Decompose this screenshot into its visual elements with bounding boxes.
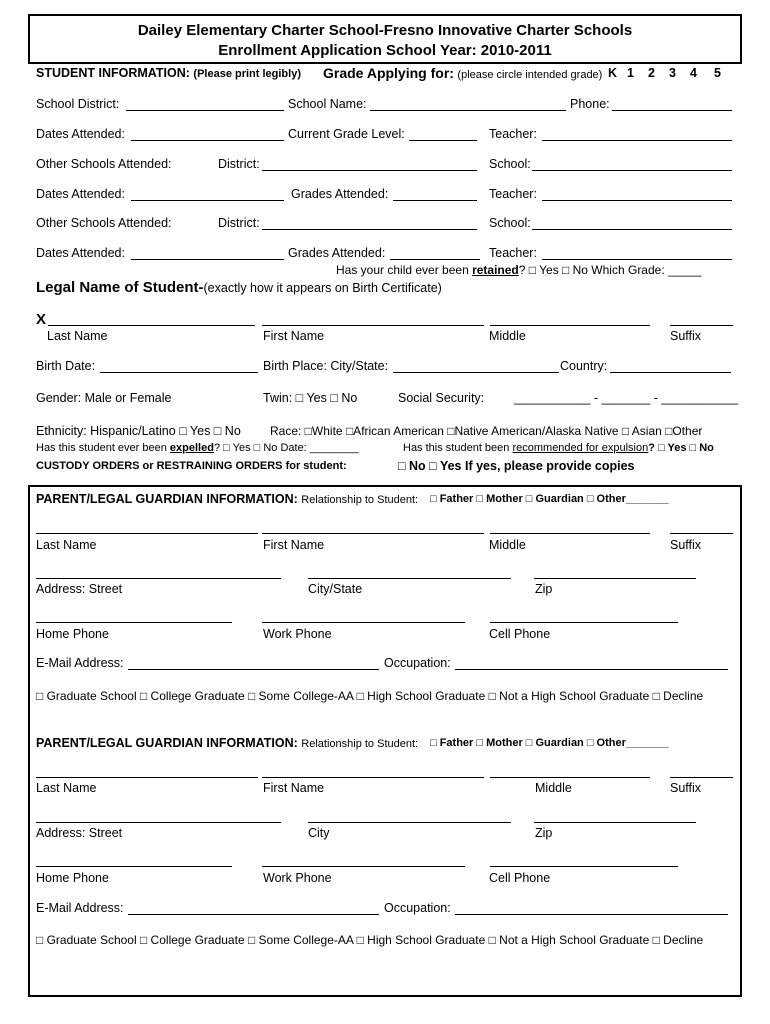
suffix-caption: Suffix bbox=[670, 329, 702, 343]
other-schools-label-2: Other Schools Attended: bbox=[36, 216, 172, 230]
phone-field[interactable] bbox=[612, 110, 732, 111]
phone-label: Phone: bbox=[570, 97, 610, 111]
parent1-home-phone-caption: Home Phone bbox=[36, 627, 109, 641]
parent1-work-phone-caption: Work Phone bbox=[263, 627, 332, 641]
grades-attended-label: Grades Attended: bbox=[291, 187, 389, 201]
birth-date-label: Birth Date: bbox=[36, 359, 96, 373]
country-field[interactable] bbox=[610, 372, 731, 373]
form-subtitle: Enrollment Application School Year: 2010-2011 bbox=[218, 42, 552, 59]
grades-attended-field-2[interactable] bbox=[390, 259, 480, 260]
birth-place-field[interactable] bbox=[393, 372, 559, 373]
grade-option-2[interactable]: 2 bbox=[648, 66, 655, 80]
parent2-cell-phone-caption: Cell Phone bbox=[489, 871, 551, 885]
parent1-city-caption: City/State bbox=[308, 582, 363, 596]
dates-attended-label-3: Dates Attended: bbox=[36, 246, 125, 260]
grade-option-3[interactable]: 3 bbox=[669, 66, 676, 80]
parent1-work-phone-field[interactable] bbox=[262, 622, 465, 623]
grade-applying: Grade Applying for: (please circle intended grade) bbox=[323, 65, 603, 81]
parent1-city-field[interactable] bbox=[308, 578, 511, 579]
teacher-label: Teacher: bbox=[489, 127, 537, 141]
custody-orders-options[interactable]: □ No □ Yes If yes, please provide copies bbox=[398, 459, 635, 473]
grade-option-5[interactable]: 5 bbox=[714, 66, 721, 80]
parent1-email-label: E-Mail Address: bbox=[36, 656, 124, 670]
student-middle-field[interactable] bbox=[490, 325, 650, 326]
parent1-zip-field[interactable] bbox=[534, 578, 696, 579]
parent2-first-name-caption: First Name bbox=[263, 781, 325, 795]
parent2-street-caption: Address: Street bbox=[36, 826, 123, 840]
dates-attended-label: Dates Attended: bbox=[36, 127, 125, 141]
parent2-zip-caption: Zip bbox=[535, 826, 553, 840]
dates-attended-label-2: Dates Attended: bbox=[36, 187, 125, 201]
parent1-middle-field[interactable] bbox=[490, 533, 650, 534]
district-field[interactable] bbox=[262, 170, 477, 171]
parent1-email-field[interactable] bbox=[128, 669, 379, 670]
parent2-cell-phone-field[interactable] bbox=[490, 866, 678, 867]
district-label-2: District: bbox=[218, 216, 260, 230]
school-label-2: School: bbox=[489, 216, 531, 230]
middle-caption: Middle bbox=[489, 329, 526, 343]
current-grade-field[interactable] bbox=[409, 140, 477, 141]
school-label: School: bbox=[489, 157, 531, 171]
parent1-suffix-field[interactable] bbox=[670, 533, 733, 534]
student-suffix-field[interactable] bbox=[670, 325, 733, 326]
parent2-home-phone-field[interactable] bbox=[36, 866, 232, 867]
teacher-label-2: Teacher: bbox=[489, 187, 537, 201]
parent1-education-options[interactable]: □ Graduate School □ College Graduate □ Some College-AA □ High School Graduate □ Not a High School Graduate □ Decline bbox=[36, 689, 704, 703]
retained-question: Has your child ever been retained? □ Yes □ No Which Grade: _____ bbox=[336, 263, 702, 277]
parent1-relationship-options[interactable]: □ Father □ Mother □ Guardian □ Other_______ bbox=[430, 493, 669, 505]
race-question[interactable]: Race: □White □African American □Native American/Alaska Native □ Asian □Other bbox=[270, 424, 703, 438]
legal-name-heading: Legal Name of Student-(exactly how it appears on Birth Certificate) bbox=[36, 279, 442, 296]
parent1-home-phone-field[interactable] bbox=[36, 622, 232, 623]
parent2-middle-caption: Middle bbox=[535, 781, 572, 795]
school-name-field[interactable] bbox=[370, 110, 566, 111]
country-label: Country: bbox=[560, 359, 608, 373]
school-field[interactable] bbox=[532, 170, 732, 171]
birth-date-field[interactable] bbox=[100, 372, 258, 373]
expelled-question[interactable]: Has this student ever been expelled? □ Yes □ No Date: ________ bbox=[36, 442, 359, 454]
parent2-home-phone-caption: Home Phone bbox=[36, 871, 109, 885]
parent1-cell-phone-caption: Cell Phone bbox=[489, 627, 551, 641]
first-name-caption: First Name bbox=[263, 329, 325, 343]
parent2-email-field[interactable] bbox=[128, 914, 379, 915]
signature-x-mark: X bbox=[36, 311, 47, 328]
parent1-heading: PARENT/LEGAL GUARDIAN INFORMATION: Relationship to Student: bbox=[36, 492, 419, 506]
parent1-last-name-caption: Last Name bbox=[36, 538, 97, 552]
parent1-street-field[interactable] bbox=[36, 578, 281, 579]
parent1-last-name-field[interactable] bbox=[36, 533, 258, 534]
form-title: Dailey Elementary Charter School-Fresno Innovative Charter Schools bbox=[137, 22, 633, 39]
district-label: District: bbox=[218, 157, 260, 171]
student-info-heading: STUDENT INFORMATION: (Please print legibly) bbox=[36, 66, 301, 80]
parent2-city-field[interactable] bbox=[308, 822, 511, 823]
custody-orders-label: CUSTODY ORDERS or RESTRAINING ORDERS for student: bbox=[36, 460, 347, 472]
parent1-zip-caption: Zip bbox=[535, 582, 553, 596]
parent2-suffix-field[interactable] bbox=[670, 777, 733, 778]
grades-attended-field[interactable] bbox=[393, 200, 477, 201]
teacher-field[interactable] bbox=[542, 140, 732, 141]
teacher-label-3: Teacher: bbox=[489, 246, 537, 260]
teacher-field-3[interactable] bbox=[542, 259, 732, 260]
parent2-last-name-caption: Last Name bbox=[36, 781, 97, 795]
parent1-first-name-field[interactable] bbox=[262, 533, 484, 534]
expulsion-recommended-question[interactable]: Has this student been recommended for expulsion? □ Yes □ No bbox=[403, 442, 714, 454]
student-last-name-field[interactable] bbox=[48, 325, 255, 326]
grade-option-4[interactable]: 4 bbox=[690, 66, 697, 80]
twin-label[interactable]: Twin: □ Yes □ No bbox=[263, 391, 358, 405]
other-schools-label: Other Schools Attended: bbox=[36, 157, 172, 171]
parent1-occupation-field[interactable] bbox=[455, 669, 728, 670]
parent2-zip-field[interactable] bbox=[534, 822, 696, 823]
parent2-relationship-options[interactable]: □ Father □ Mother □ Guardian □ Other_______ bbox=[430, 737, 669, 749]
current-grade-label: Current Grade Level: bbox=[288, 127, 405, 141]
parent2-occupation-label: Occupation: bbox=[384, 901, 451, 915]
parent1-occupation-label: Occupation: bbox=[384, 656, 451, 670]
birth-place-label: Birth Place: City/State: bbox=[263, 359, 389, 373]
parent1-suffix-caption: Suffix bbox=[670, 538, 702, 552]
school-district-field[interactable] bbox=[126, 110, 284, 111]
social-security-label: Social Security: bbox=[398, 391, 485, 405]
parent1-first-name-caption: First Name bbox=[263, 538, 325, 552]
school-district-label: School District: bbox=[36, 97, 120, 111]
parent2-last-name-field[interactable] bbox=[36, 777, 258, 778]
gender-label[interactable]: Gender: Male or Female bbox=[36, 391, 172, 405]
parent2-middle-field[interactable] bbox=[490, 777, 650, 778]
dates-attended-field-2[interactable] bbox=[131, 200, 284, 201]
grade-option-k[interactable]: K bbox=[608, 66, 618, 80]
district-field-2[interactable] bbox=[262, 229, 477, 230]
school-name-label: School Name: bbox=[288, 97, 367, 111]
parent2-occupation-field[interactable] bbox=[455, 914, 728, 915]
grades-attended-label-2: Grades Attended: bbox=[288, 246, 386, 260]
parent2-first-name-field[interactable] bbox=[262, 777, 484, 778]
parent1-middle-caption: Middle bbox=[489, 538, 526, 552]
grade-option-1[interactable]: 1 bbox=[627, 66, 634, 80]
student-first-name-field[interactable] bbox=[262, 325, 484, 326]
parent2-street-field[interactable] bbox=[36, 822, 281, 823]
parent2-email-label: E-Mail Address: bbox=[36, 901, 124, 915]
last-name-caption: Last Name bbox=[47, 329, 108, 343]
parent2-education-options[interactable]: □ Graduate School □ College Graduate □ Some College-AA □ High School Graduate □ Not a High School Graduate □ Decline bbox=[36, 933, 704, 947]
parent1-cell-phone-field[interactable] bbox=[490, 622, 678, 623]
dates-attended-field[interactable] bbox=[131, 140, 284, 141]
teacher-field-2[interactable] bbox=[542, 200, 732, 201]
social-security-field[interactable]: ___________ - _______ - ___________ bbox=[514, 391, 738, 405]
parent2-work-phone-field[interactable] bbox=[262, 866, 465, 867]
parent2-heading: PARENT/LEGAL GUARDIAN INFORMATION: Relationship to Student: bbox=[36, 736, 419, 750]
parent2-work-phone-caption: Work Phone bbox=[263, 871, 332, 885]
parent2-city-caption: City bbox=[308, 826, 330, 840]
ethnicity-question[interactable]: Ethnicity: Hispanic/Latino □ Yes □ No bbox=[36, 424, 241, 438]
parent2-suffix-caption: Suffix bbox=[670, 781, 702, 795]
dates-attended-field-3[interactable] bbox=[131, 259, 284, 260]
school-field-2[interactable] bbox=[532, 229, 732, 230]
parent1-street-caption: Address: Street bbox=[36, 582, 123, 596]
